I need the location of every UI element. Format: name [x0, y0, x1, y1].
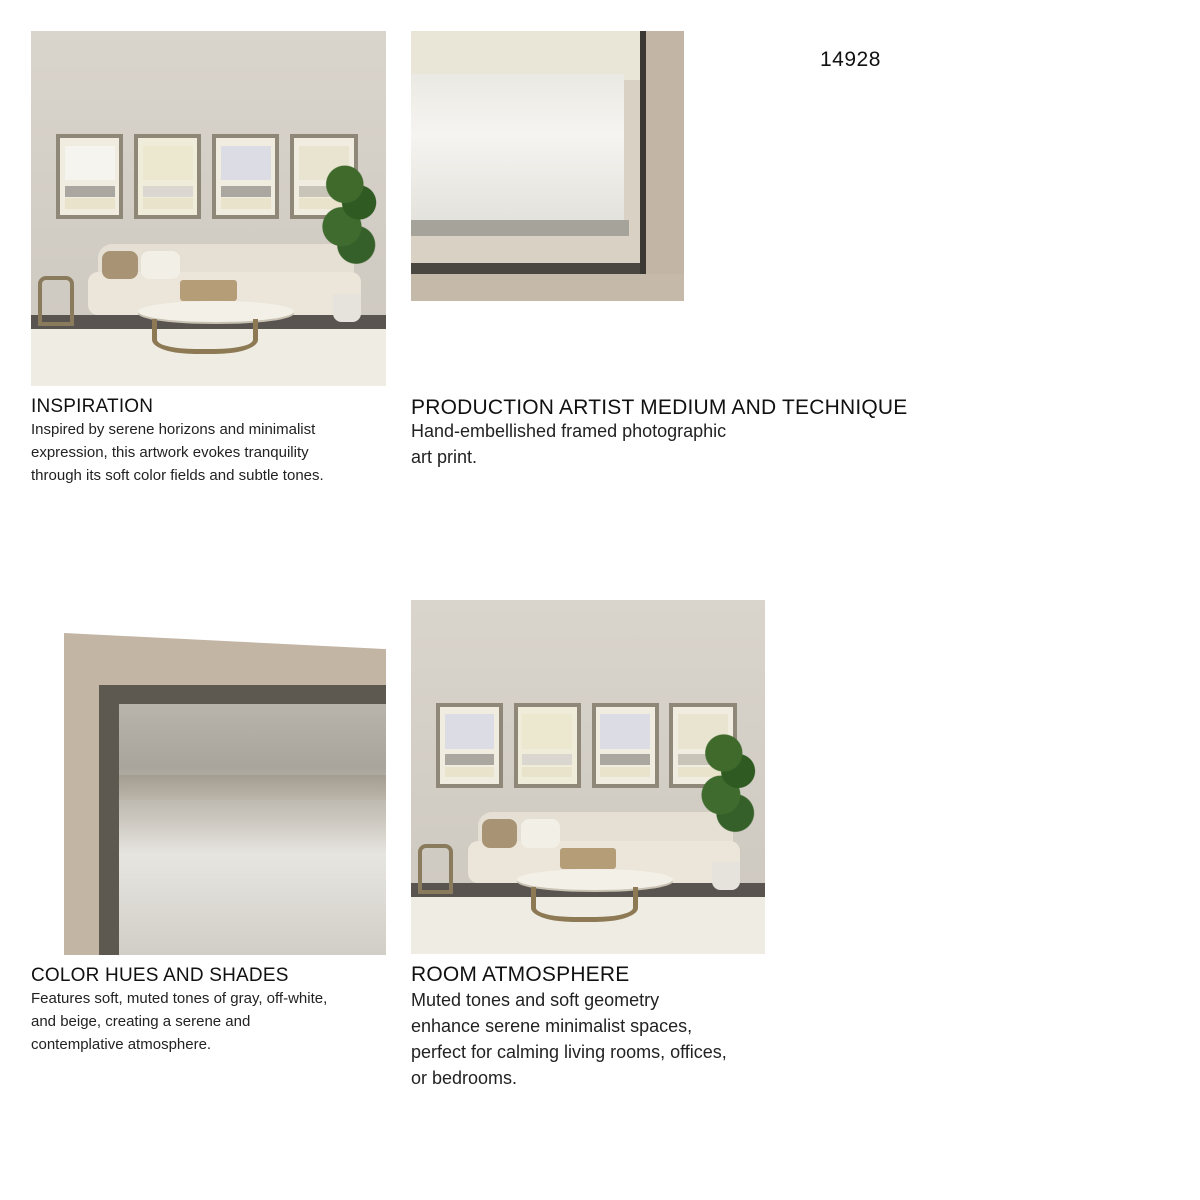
frame-closeup-image	[411, 31, 684, 301]
color-text: Features soft, muted tones of gray, off-white, and beige, creating a serene and contemplative atmosphere.	[31, 990, 328, 1053]
inspiration-heading: INSPIRATION	[31, 396, 154, 417]
room-atmosphere-image	[411, 600, 765, 954]
color-heading: COLOR HUES AND SHADES	[31, 965, 289, 986]
room-heading: ROOM ATMOSPHERE	[411, 963, 630, 986]
production-heading: PRODUCTION ARTIST MEDIUM AND TECHNIQUE	[411, 396, 908, 419]
room-text: Muted tones and soft geometry enhance serene minimalist spaces, perfect for calming living rooms, offices, or bedrooms.	[411, 990, 727, 1088]
frame-corner-closeup-image	[64, 633, 386, 955]
room-scene-image	[31, 31, 386, 386]
sku-number: 14928	[820, 48, 881, 71]
production-text: Hand-embellished framed photographic art print.	[411, 421, 727, 467]
inspiration-text: Inspired by serene horizons and minimalist expression, this artwork evokes tranquility through its soft color fields and subtle tones.	[31, 421, 324, 484]
